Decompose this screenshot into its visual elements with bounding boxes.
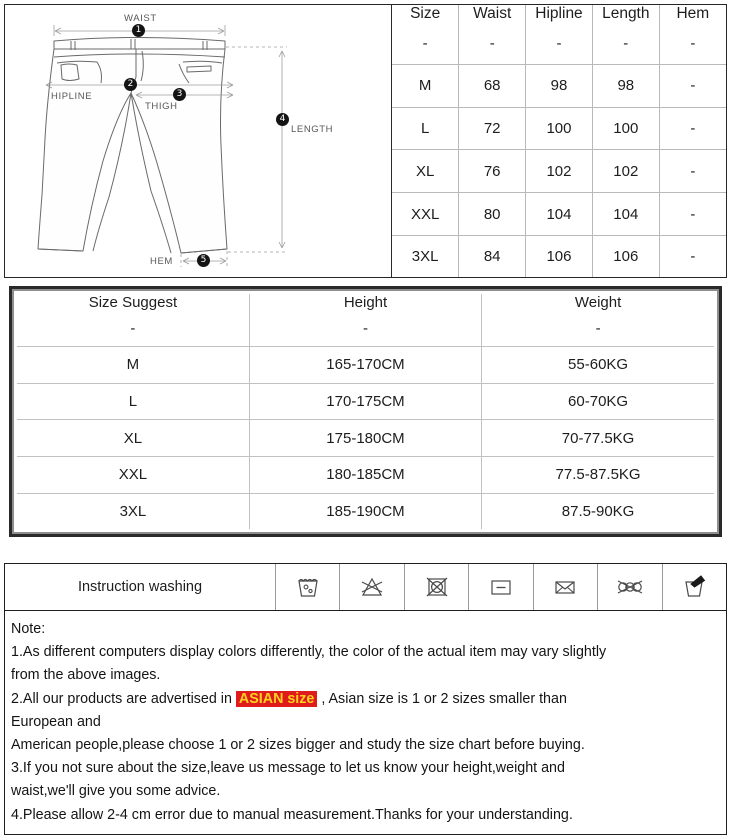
cell-hipline: - bbox=[526, 23, 593, 65]
cell-height: 170-175CM bbox=[249, 383, 481, 420]
cell-size: XXL bbox=[17, 457, 249, 494]
cell-length: 100 bbox=[592, 107, 659, 150]
cell-size: 3XL bbox=[17, 493, 249, 529]
notes-block bbox=[5, 611, 726, 827]
cell-height: 175-180CM bbox=[249, 420, 481, 457]
cell-size: XXL bbox=[392, 193, 459, 236]
header-waist: Waist bbox=[459, 5, 526, 23]
table-row bbox=[392, 150, 726, 193]
cell-waist: 80 bbox=[459, 193, 526, 236]
cell-waist: 76 bbox=[459, 150, 526, 193]
cell-height: 165-170CM bbox=[249, 347, 481, 384]
asian-size-highlight: ASIAN size bbox=[236, 691, 317, 707]
cell-length: - bbox=[592, 23, 659, 65]
table-row bbox=[392, 235, 726, 277]
note-2-line-2: European and bbox=[11, 713, 101, 730]
table-header-row bbox=[392, 5, 726, 23]
do-not-dry-clean-icon bbox=[615, 573, 645, 601]
cell-length: 106 bbox=[592, 235, 659, 277]
cell-weight: 77.5-87.5KG bbox=[482, 457, 714, 494]
cell-hipline: 106 bbox=[526, 235, 593, 277]
cell-size: M bbox=[17, 347, 249, 384]
cell-height: 185-190CM bbox=[249, 493, 481, 529]
note-2-line-3: American people,please choose 1 or 2 sizes bigger and study the size chart before buying. bbox=[11, 737, 585, 754]
header-length: Length bbox=[592, 5, 659, 23]
thigh-marker: 3 bbox=[173, 88, 186, 101]
hem-marker: 5 bbox=[197, 254, 210, 267]
wash-icon-cell-1 bbox=[276, 564, 340, 610]
table-row bbox=[392, 23, 726, 65]
do-not-bleach-icon bbox=[358, 573, 386, 601]
note-3-line-2: waist,we'll give you some advice. bbox=[11, 783, 221, 800]
cell-hipline: 102 bbox=[526, 150, 593, 193]
header-hipline: Hipline bbox=[526, 5, 593, 23]
table-row bbox=[392, 65, 726, 108]
cell-weight: 55-60KG bbox=[482, 347, 714, 384]
header-weight: Weight bbox=[482, 294, 714, 311]
measurement-table bbox=[392, 5, 726, 277]
do-not-wring-icon bbox=[680, 573, 708, 601]
pants-diagram bbox=[5, 5, 391, 277]
do-not-tumble-dry-icon bbox=[423, 573, 451, 601]
cell-weight: - bbox=[482, 311, 714, 347]
cell-length: 102 bbox=[592, 150, 659, 193]
size-suggest-section bbox=[9, 286, 722, 537]
note-2-text-before: 2.All our products are advertised in bbox=[11, 690, 236, 707]
wash-icon-cell-2 bbox=[340, 564, 404, 610]
header-size: Size bbox=[392, 5, 459, 23]
length-label: LENGTH bbox=[291, 124, 334, 135]
cell-length: 98 bbox=[592, 65, 659, 108]
cell-size: M bbox=[392, 65, 459, 108]
wash-icon-cell-7 bbox=[663, 564, 726, 610]
header-hem: Hem bbox=[659, 5, 726, 23]
dry-flat-icon bbox=[487, 573, 515, 601]
cell-size: XL bbox=[392, 150, 459, 193]
length-marker: 4 bbox=[276, 113, 289, 126]
cell-weight: 87.5-90KG bbox=[482, 493, 714, 529]
hem-label: HEM bbox=[150, 256, 173, 267]
note-heading: Note: bbox=[11, 621, 46, 637]
cell-hem: - bbox=[659, 193, 726, 236]
note-2-line-1 bbox=[11, 688, 720, 711]
cell-size: 3XL bbox=[392, 235, 459, 277]
table-row bbox=[392, 107, 726, 150]
wash-icon-cell-3 bbox=[405, 564, 469, 610]
cell-size: L bbox=[392, 107, 459, 150]
wash-icon-cell-6 bbox=[598, 564, 662, 610]
cell-length: 104 bbox=[592, 193, 659, 236]
cell-waist: 68 bbox=[459, 65, 526, 108]
cell-waist: 84 bbox=[459, 235, 526, 277]
header-height: Height bbox=[249, 294, 481, 311]
instruction-washing-label: Instruction washing bbox=[5, 564, 276, 610]
size-suggest-table bbox=[17, 294, 714, 529]
cell-hem: - bbox=[659, 150, 726, 193]
table-row bbox=[17, 347, 714, 384]
cell-size: L bbox=[17, 383, 249, 420]
cell-hem: - bbox=[659, 107, 726, 150]
cell-size: XL bbox=[17, 420, 249, 457]
cell-size: - bbox=[392, 23, 459, 65]
table-row bbox=[17, 457, 714, 494]
care-and-notes-section bbox=[4, 563, 727, 835]
cell-waist: 72 bbox=[459, 107, 526, 150]
hipline-marker: 2 bbox=[124, 78, 137, 91]
waist-marker: 1 bbox=[132, 24, 145, 37]
thigh-label: THIGH bbox=[145, 101, 178, 112]
gentle-machine-wash-icon bbox=[294, 573, 322, 601]
note-1-line-1: 1.As different computers display colors differently, the color of the actual item may vary slightly bbox=[11, 644, 607, 661]
wash-icon-cell-4 bbox=[469, 564, 533, 610]
measurement-table-pane bbox=[391, 5, 726, 277]
dry-in-shade-icon bbox=[551, 573, 579, 601]
hipline-label: HIPLINE bbox=[51, 91, 93, 102]
table-row bbox=[17, 420, 714, 457]
waist-label: WAIST bbox=[124, 13, 157, 24]
cell-hem: - bbox=[659, 23, 726, 65]
cell-weight: 60-70KG bbox=[482, 383, 714, 420]
cell-hem: - bbox=[659, 235, 726, 277]
measurement-section bbox=[4, 4, 727, 278]
cell-height: - bbox=[249, 311, 481, 347]
table-header-row bbox=[17, 294, 714, 311]
table-row bbox=[17, 311, 714, 347]
cell-size: - bbox=[17, 311, 249, 347]
note-4: 4.Please allow 2-4 cm error due to manual measurement.Thanks for your understanding. bbox=[11, 806, 573, 823]
cell-hipline: 100 bbox=[526, 107, 593, 150]
note-2-text-after: , Asian size is 1 or 2 sizes smaller than bbox=[317, 690, 567, 707]
washing-instruction-row bbox=[5, 564, 726, 611]
note-1-line-2: from the above images. bbox=[11, 667, 161, 684]
cell-hipline: 98 bbox=[526, 65, 593, 108]
table-row bbox=[17, 383, 714, 420]
cell-hem: - bbox=[659, 65, 726, 108]
cell-weight: 70-77.5KG bbox=[482, 420, 714, 457]
cell-height: 180-185CM bbox=[249, 457, 481, 494]
cell-waist: - bbox=[459, 23, 526, 65]
cell-hipline: 104 bbox=[526, 193, 593, 236]
header-size-suggest: Size Suggest bbox=[17, 294, 249, 311]
pants-illustration-svg bbox=[5, 5, 391, 277]
table-row bbox=[17, 493, 714, 529]
note-3-line-1: 3.If you not sure about the size,leave us message to let us know your height,weight and bbox=[11, 760, 565, 777]
wash-icon-cell-5 bbox=[534, 564, 598, 610]
table-row bbox=[392, 193, 726, 236]
